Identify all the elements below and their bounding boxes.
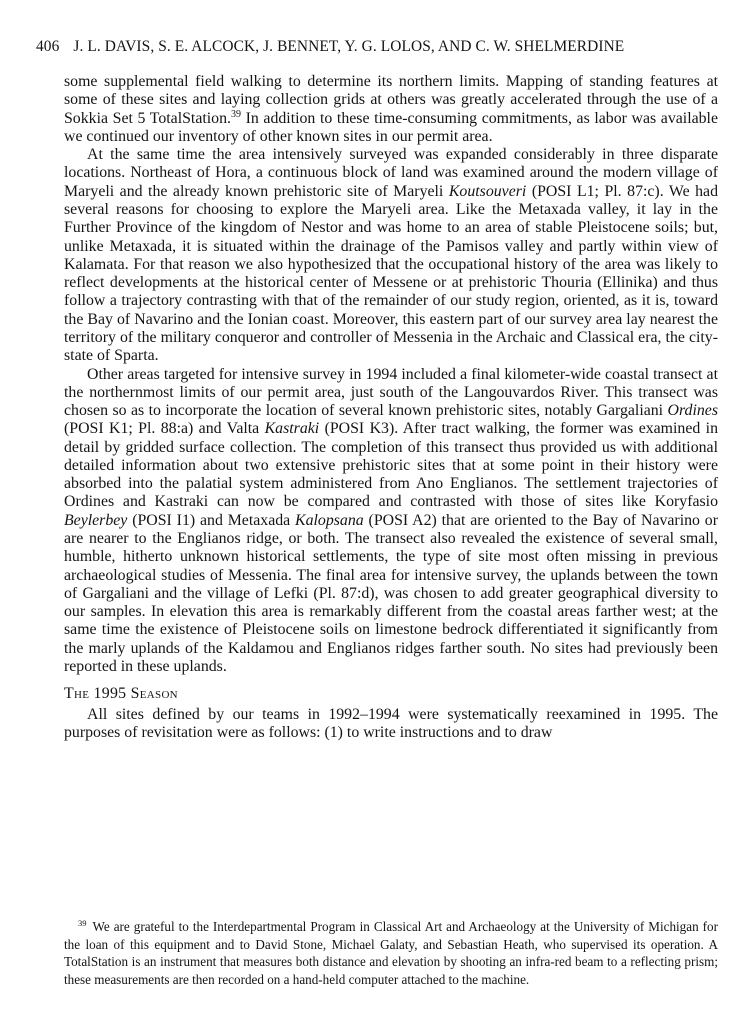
section-heading: The 1995 Season (64, 685, 178, 703)
paragraph-2-text: At the same time the area intensively surveyed was expanded considerably in three disparate locations. Northeast of Hora, a continuous block of land was examined around the modern village of Maryeli and the already known prehistoric site of Maryeli (64, 146, 718, 200)
paragraph-3-text: Other areas targeted for intensive survey in 1994 included a final kilometer-wide coastal transect at the northernmost limits of our permit area, just south of the Langouvardos River. This transect was chosen so as to incorporate the location of several known prehistoric sites, notably Gargaliani (64, 365, 718, 420)
paragraph-4: All sites defined by our teams in 1992–1994 were systematically reexamined in 1995. The purposes of revisitation were as follows: (1) to write instructions and to draw (64, 705, 718, 741)
paragraph-2-text-cont: (POSI L1; Pl. 87:c). We had several reasons for choosing to explore the Maryeli area. Like the Metaxada valley, it lay in the Further Province of the kingdom of Nestor and was home to an area of stable Pleistocene soils; but, unlike Metaxada, it is situated within the drainage of the Pamisos valley and partly within view of Kalamata. For that reason we also hypothesized that the occupational history of the area was likely to reflect developments at the historical center of Messene or at prehistoric Thouria (Ellinika) and thus follow a trajectory contrasting with that of the remainder of our study region, oriented, as it is, toward the Bay of Navarino and the Ionian coast. Moreover, this eastern part of our survey area lay nearest the territory of the military conqueror and controller of Messenia in the Archaic and Classical era, the city-state of Sparta. (64, 182, 718, 365)
paragraph-3-text-e: (POSI A2) that are oriented to the Bay of Navarino or are nearer to the Englianos ridge, or both. The transect also revealed the existence of several small, humble, hitherto unknown historical settlements, the type of site most often missing in previous archaeological studies of Messenia. The final area for intensive survey, the uplands between the town of Gargaliani and the village of Lefki (Pl. 87:d), was chosen to add greater geographical diversity to our samples. In elevation this area is remarkably different from the coastal areas farther west; at the same time the existence of Pleistocene soils on limestone bedrock differentiated it significantly from the marly uplands of the Kaldamou and Englianos ridges farther south. No sites had previously been reported in these uplands. (64, 511, 718, 675)
footnote (64, 918, 718, 988)
site-name-beylerbey: Beylerbey (64, 511, 128, 529)
site-name-koutsouveri: Koutsouveri (448, 182, 527, 200)
footnote-ref-39: 39 (230, 108, 241, 120)
paragraph-3 (64, 366, 718, 677)
author-list: J. L. DAVIS, S. E. ALCOCK, J. BENNET, Y. G. LOLOS, AND C. W. SHELMERDINE (73, 38, 625, 55)
footnote-text: We are grateful to the Interdepartmental Program in Classical Art and Archaeology at the University of Michigan for the loan of this equipment and to David Stone, Michael Galaty, and Sebastian Heath, who supervised its operation. A TotalStation is an instrument that measures both distance and elevation by shooting an infra-red beam to a reflecting prism; these measurements are then recorded on a hand-held computer attached to the machine. (64, 919, 718, 987)
site-name-kastraki: Kastraki (264, 420, 320, 438)
running-head (36, 38, 716, 56)
paragraph-3-text-c: (POSI K3). After tract walking, the former was examined in detail by gridded surface collection. The completion of this transect thus provided us with additional detailed information about two extensive prehistoric sites that at some point in their history were absorbed into the palatial system administered from Ano Englianos. The settlement trajectories of Ordines and Kastraki can now be compared and contrasted with those of sites like Koryfasio (64, 420, 718, 511)
paragraph-1 (64, 73, 718, 146)
paragraph-2 (64, 146, 718, 365)
site-name-kalopsana: Kalopsana (295, 511, 364, 529)
paragraph-1-text-cont: In addition to these time-consuming commitments, as labor was available we continued our inventory of other known sites in our permit area. (64, 109, 718, 145)
paragraph-3-text-b: (POSI K1; Pl. 88:a) and Valta (64, 420, 265, 438)
paragraph-1-text: some supplemental field walking to determine its northern limits. Mapping of standing features at some of these sites and laying collection grids at others was greatly accelerated through the use of a Sokkia Set 5 TotalStation. (64, 73, 718, 127)
paragraph-3-text-d: (POSI I1) and Metaxada (127, 511, 296, 529)
body-text (64, 73, 718, 742)
footnote-number: 39 (78, 918, 87, 928)
site-name-ordines: Ordines (667, 402, 718, 420)
page-number: 406 (36, 38, 60, 55)
